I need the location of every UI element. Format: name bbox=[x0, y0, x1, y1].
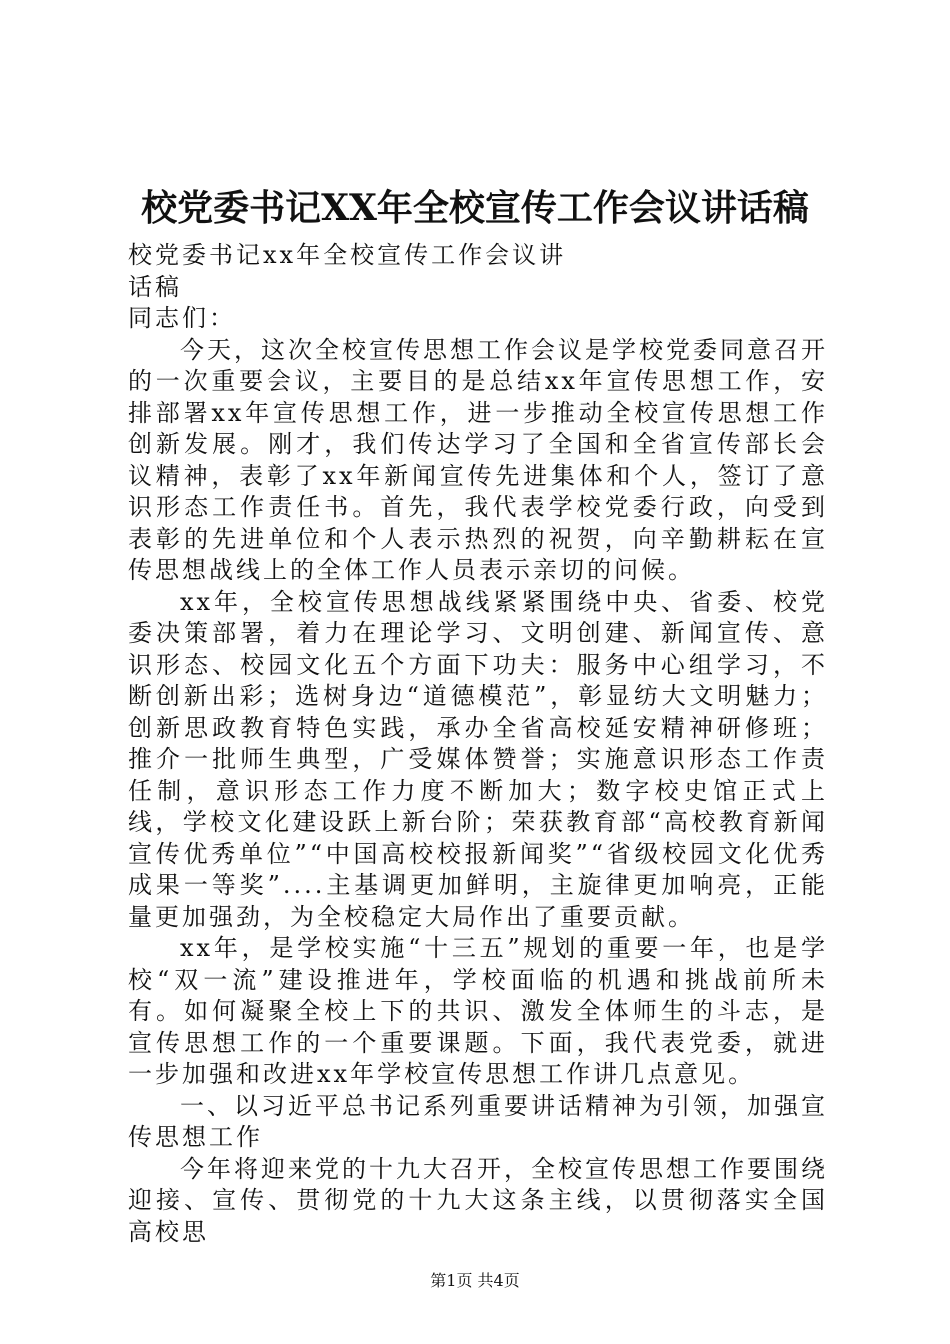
subtitle-line-1: 校党委书记xx年全校宣传工作会议讲 bbox=[128, 241, 567, 269]
paragraph-2: xx年，全校宣传思想战线紧紧围绕中央、省委、校党委决策部署，着力在理论学习、文明创建、新闻宣传、意识形态、校园文化五个方面下功夫：服务中心组学习，不断创新出彩；选树身边“道德模范”，彰显纺大文明魅力；创新思政教育特色实践，承办全省高校延安精神研修班；推介一批师生典型，广受媒体赞誉；实施意识形态工作责任制，意识形态工作力度不断加大；数字校史馆正式上线，学校文化建设跃上新台阶；荣获教育部“高校教育新闻宣传优秀单位”“中国高校校报新闻奖”“省级校园文化优秀成果一等奖”....主基调更加鲜明，主旋律更加响亮，正能量更加强劲，为全校稳定大局作出了重要贡献。 bbox=[128, 587, 828, 931]
document-title: 校党委书记XX年全校宣传工作会议讲话稿 bbox=[141, 187, 809, 229]
subtitle-line-2: 话稿 bbox=[128, 272, 182, 301]
salutation: 同志们： bbox=[128, 304, 236, 332]
paragraph-3: xx年，是学校实施“十三五”规划的重要一年，也是学校“双一流”建设推进年，学校面临的机遇和挑战前所未有。如何凝聚全校上下的共识、激发全体师生的斗志，是宣传思想工作的一个重要课题。下面，我代表党委，就进一步加强和改进xx年学校宣传思想工作讲几点意见。 bbox=[128, 934, 828, 1088]
paragraph-4: 今年将迎来党的十九大召开，全校宣传思想工作要围绕迎接、宣传、贯彻党的十九大这条主线，以贯彻落实全国高校思 bbox=[128, 1154, 828, 1246]
document-body bbox=[128, 240, 828, 1248]
section-heading-1: 一、以习近平总书记系列重要讲话精神为引领，加强宣传思想工作 bbox=[128, 1091, 828, 1151]
paragraph-1: 今天，这次全校宣传思想工作会议是学校党委同意召开的一次重要会议，主要目的是总结xx年宣传思想工作，安排部署xx年宣传思想工作，进一步推动全校宣传思想工作创新发展。刚才，我们传达学习了全国和全省宣传部长会议精神，表彰了xx年新闻宣传先进集体和个人，签订了意识形态工作责任书。首先，我代表学校党委行政，向受到表彰的先进单位和个人表示热烈的祝贺，向辛勤耕耘在宣传思想战线上的全体工作人员表示亲切的问候。 bbox=[128, 335, 828, 584]
page-footer: 第1页 共4页 bbox=[430, 1271, 520, 1290]
